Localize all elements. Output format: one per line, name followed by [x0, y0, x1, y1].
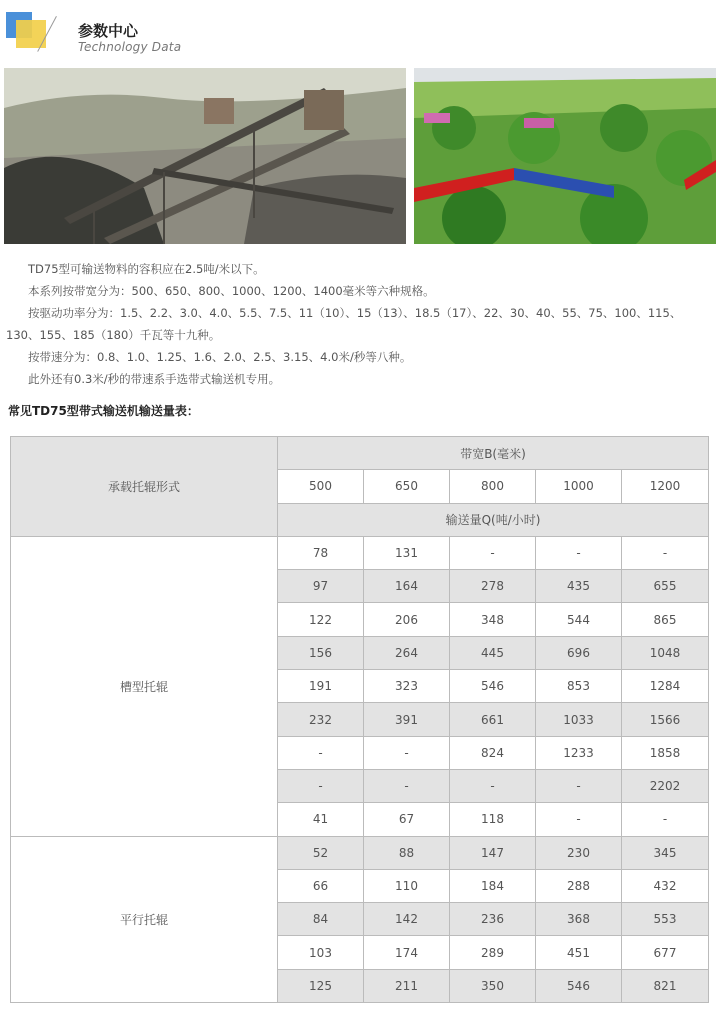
band-width-cell: 500 [278, 470, 364, 503]
section-subtitle: Technology Data [78, 40, 182, 54]
description-line: 按带速分为：0.8、1.0、1.25、1.6、2.0、2.5、3.15、4.0米/秒等八种。 [28, 350, 412, 364]
capacity-cell: 853 [536, 670, 622, 703]
capacity-cell: 78 [278, 536, 364, 569]
capacity-cell: - [622, 536, 709, 569]
capacity-cell: 125 [278, 969, 364, 1002]
band-width-cell: 1000 [536, 470, 622, 503]
capacity-cell: 1858 [622, 736, 709, 769]
capacity-cell: 41 [278, 803, 364, 836]
capacity-cell: 661 [450, 703, 536, 736]
capacity-cell: - [450, 536, 536, 569]
table-row [11, 536, 709, 569]
capacity-cell: 206 [364, 603, 450, 636]
capacity-cell: 67 [364, 803, 450, 836]
capacity-cell: 289 [450, 936, 536, 969]
capacity-cell: 432 [622, 869, 709, 902]
capacity-cell: - [278, 736, 364, 769]
capacity-table [10, 436, 709, 1003]
capacity-cell: 288 [536, 869, 622, 902]
roller-type-header: 承载托辊形式 [11, 437, 278, 537]
capacity-cell: 348 [450, 603, 536, 636]
capacity-cell: 118 [450, 803, 536, 836]
capacity-cell: 156 [278, 636, 364, 669]
green-hill-conveyor-photo [414, 68, 716, 244]
band-width-cell: 800 [450, 470, 536, 503]
capacity-cell: 131 [364, 536, 450, 569]
capacity-cell: 435 [536, 570, 622, 603]
capacity-cell: 451 [536, 936, 622, 969]
section-title: 参数中心 [78, 22, 139, 40]
capacity-cell: 236 [450, 903, 536, 936]
capacity-cell: 147 [450, 836, 536, 869]
capacity-cell: 184 [450, 869, 536, 902]
band-width-cell: 1200 [622, 470, 709, 503]
capacity-cell: - [536, 803, 622, 836]
capacity-cell: 391 [364, 703, 450, 736]
capacity-cell: 546 [450, 670, 536, 703]
description-line: 本系列按带宽分为：500、650、800、1000、1200、1400毫米等六种规格。 [28, 284, 435, 298]
capacity-cell: 445 [450, 636, 536, 669]
capacity-cell: - [364, 736, 450, 769]
capacity-cell: 323 [364, 670, 450, 703]
capacity-cell: 546 [536, 969, 622, 1002]
capacity-cell: 553 [622, 903, 709, 936]
capacity-cell: 110 [364, 869, 450, 902]
description-line: 130、155、185（180）千瓦等十九种。 [6, 328, 221, 342]
capacity-cell: 278 [450, 570, 536, 603]
page-header [0, 0, 725, 62]
capacity-cell: 821 [622, 969, 709, 1002]
capacity-cell: 865 [622, 603, 709, 636]
capacity-cell: - [622, 803, 709, 836]
capacity-cell: 230 [536, 836, 622, 869]
band-width-header: 带宽B(毫米) [278, 437, 709, 470]
capacity-cell: 544 [536, 603, 622, 636]
capacity-cell: 655 [622, 570, 709, 603]
roller-type-cell: 平行托辊 [11, 836, 278, 1002]
roller-type-cell: 槽型托辊 [11, 536, 278, 836]
capacity-cell: - [364, 769, 450, 802]
band-width-cell: 650 [364, 470, 450, 503]
capacity-cell: 97 [278, 570, 364, 603]
capacity-header: 输送量Q(吨/小时) [278, 503, 709, 536]
capacity-cell: 677 [622, 936, 709, 969]
capacity-cell: - [536, 769, 622, 802]
capacity-cell: 350 [450, 969, 536, 1002]
capacity-cell: 264 [364, 636, 450, 669]
capacity-cell: 88 [364, 836, 450, 869]
capacity-cell: 191 [278, 670, 364, 703]
description-line: TD75型可输送物料的容积应在2.5吨/米以下。 [28, 262, 265, 276]
capacity-cell: 345 [622, 836, 709, 869]
photo-strip [4, 68, 716, 244]
capacity-cell: 52 [278, 836, 364, 869]
capacity-cell: - [450, 769, 536, 802]
description-block [6, 258, 718, 390]
capacity-cell: 1233 [536, 736, 622, 769]
capacity-cell: 368 [536, 903, 622, 936]
description-line: 按驱动功率分为：1.5、2.2、3.0、4.0、5.5、7.5、11（10）、15（13）、18.5（17）、22、30、40、55、75、100、115、 [28, 306, 682, 320]
capacity-cell: 84 [278, 903, 364, 936]
capacity-cell: 164 [364, 570, 450, 603]
capacity-cell: 66 [278, 869, 364, 902]
capacity-cell: 1033 [536, 703, 622, 736]
description-line: 此外还有0.3米/秒的带速系手选带式输送机专用。 [28, 372, 281, 386]
capacity-cell: 2202 [622, 769, 709, 802]
capacity-cell: 142 [364, 903, 450, 936]
capacity-cell: 1566 [622, 703, 709, 736]
capacity-cell: 211 [364, 969, 450, 1002]
capacity-cell: 696 [536, 636, 622, 669]
capacity-cell: 824 [450, 736, 536, 769]
capacity-cell: - [536, 536, 622, 569]
capacity-cell: 122 [278, 603, 364, 636]
crushing-plant-conveyor-photo [4, 68, 406, 244]
capacity-cell: 103 [278, 936, 364, 969]
capacity-cell: 174 [364, 936, 450, 969]
capacity-cell: - [278, 769, 364, 802]
table-title: 常见TD75型带式输送机输送量表： [8, 404, 199, 418]
capacity-cell: 1048 [622, 636, 709, 669]
table-header-row [11, 437, 709, 470]
capacity-cell: 1284 [622, 670, 709, 703]
table-row [11, 836, 709, 869]
capacity-cell: 232 [278, 703, 364, 736]
